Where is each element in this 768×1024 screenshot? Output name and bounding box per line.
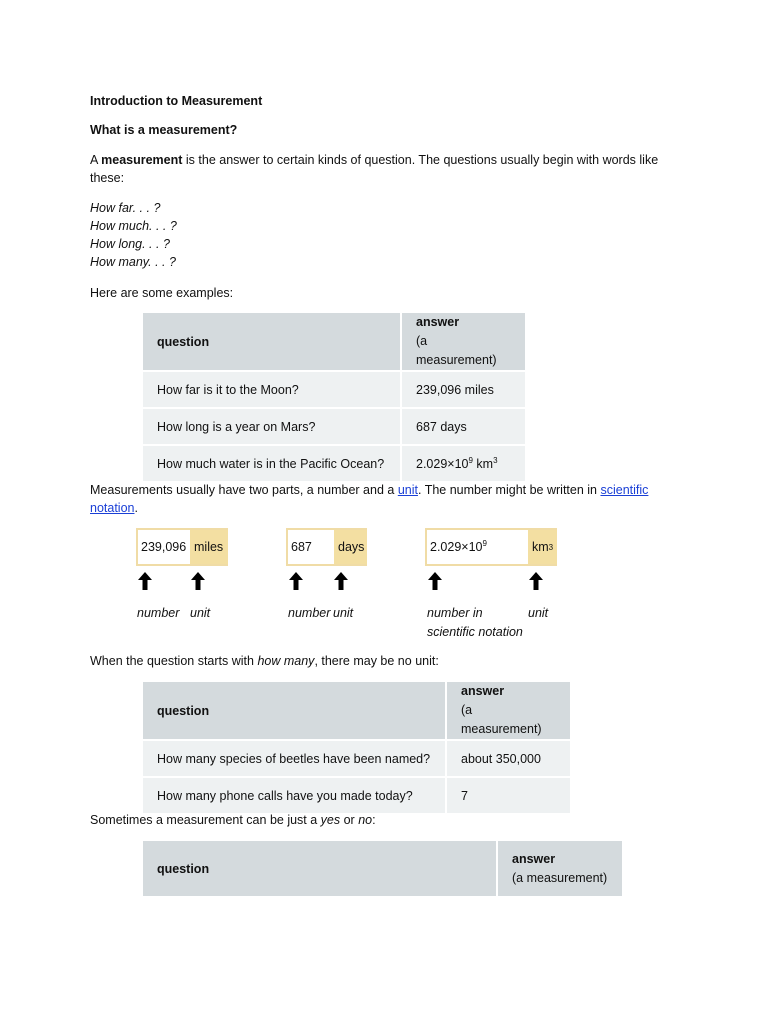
header-answer-label: answer [512, 851, 556, 866]
header-answer-sub: (a measurement) [461, 703, 542, 736]
box-number: $2.029\times 10^9$ [430, 539, 487, 555]
header-answer [496, 841, 622, 896]
header-answer-sub: (a measurement) [416, 334, 497, 367]
table-header-row [143, 313, 525, 370]
header-answer-label: answer [416, 315, 460, 329]
box-number: 687 [291, 540, 312, 554]
unit-label: unit [190, 606, 211, 620]
up-arrow-icon [288, 571, 304, 591]
unit-label: unit [333, 606, 354, 620]
table-row [143, 444, 525, 481]
question-cell: How much water is in the Pacific Ocean? [143, 444, 400, 481]
measurement-box-days [286, 528, 367, 566]
question-cell: How far is it to the Moon? [143, 370, 400, 407]
examples-table [143, 313, 525, 481]
unit-label: unit [528, 606, 549, 620]
scientific-notation-link[interactable]: scientific [600, 483, 649, 497]
header-answer [400, 313, 525, 370]
box-unit: km 3 [528, 530, 557, 564]
question-cell: How many species of beetles have been named? [143, 739, 445, 776]
scientific-notation-link-cont[interactable]: notation [90, 501, 135, 515]
parts-paragraph: Measurements usually have two parts, a number and a unit. The number might be written in scientific notation. [90, 483, 649, 515]
yes-no-table [143, 841, 622, 896]
answer-cell: about 350,000 [445, 739, 570, 776]
header-answer-sub: (a measurement) [512, 870, 608, 885]
up-arrow-icon [137, 571, 153, 591]
section-heading: What is a measurement? [90, 123, 238, 137]
intro-text: A [90, 153, 102, 167]
answer-cell: $2.029\times 10^9$ $km^3$ [400, 444, 525, 481]
header-answer [445, 682, 570, 739]
intro-text-line2: these: [90, 171, 125, 185]
answer-cell: 687 days [400, 407, 525, 444]
measurement-box-miles [136, 528, 228, 566]
header-question: question [143, 682, 445, 739]
examples-intro: Here are some examples: [90, 286, 234, 300]
header-answer-label: answer [461, 684, 505, 698]
intro-text-rest: is the answer to certain kinds of question. The questions usually begin with words like [182, 153, 659, 167]
up-arrow-icon [190, 571, 206, 591]
measurement-term: measurement [101, 153, 183, 167]
number-label: number [288, 606, 331, 620]
table-row [143, 776, 570, 813]
table-row [143, 407, 525, 444]
up-arrow-icon [528, 571, 544, 591]
how-many-paragraph: When the question starts with how many, there may be no unit: [90, 654, 439, 668]
list-item: How many. . . ? [90, 255, 176, 269]
header-question: question [143, 841, 496, 896]
list-item: How much. . . ? [90, 219, 177, 233]
answer-cell: 7 [445, 776, 570, 813]
list-item: How far. . . ? [90, 201, 161, 215]
table-row [143, 739, 570, 776]
up-arrow-icon [427, 571, 443, 591]
question-cell: How long is a year on Mars? [143, 407, 400, 444]
box-unit: days [334, 530, 367, 564]
table-header-row [143, 841, 622, 896]
intro-paragraph [90, 151, 690, 187]
measurement-box-km3 [425, 528, 557, 566]
up-arrow-icon [333, 571, 349, 591]
table-header-row [143, 682, 570, 739]
list-item: How long. . . ? [90, 237, 170, 251]
yes-no-paragraph: Sometimes a measurement can be just a yes or no: [90, 813, 376, 827]
number-in-label: number in scientific notation [427, 606, 523, 639]
unit-link[interactable]: unit [397, 483, 418, 497]
box-number: 239,096 [141, 540, 187, 554]
page-title: Introduction to Measurement [90, 94, 263, 108]
number-label: number [137, 606, 180, 620]
answer-cell: 239,096 miles [400, 370, 525, 407]
table-row [143, 370, 525, 407]
header-question: question [143, 313, 400, 370]
box-unit: miles [190, 530, 228, 564]
question-words-list [90, 199, 177, 271]
question-cell: How many phone calls have you made today? [143, 776, 445, 813]
how-many-table [143, 682, 570, 813]
